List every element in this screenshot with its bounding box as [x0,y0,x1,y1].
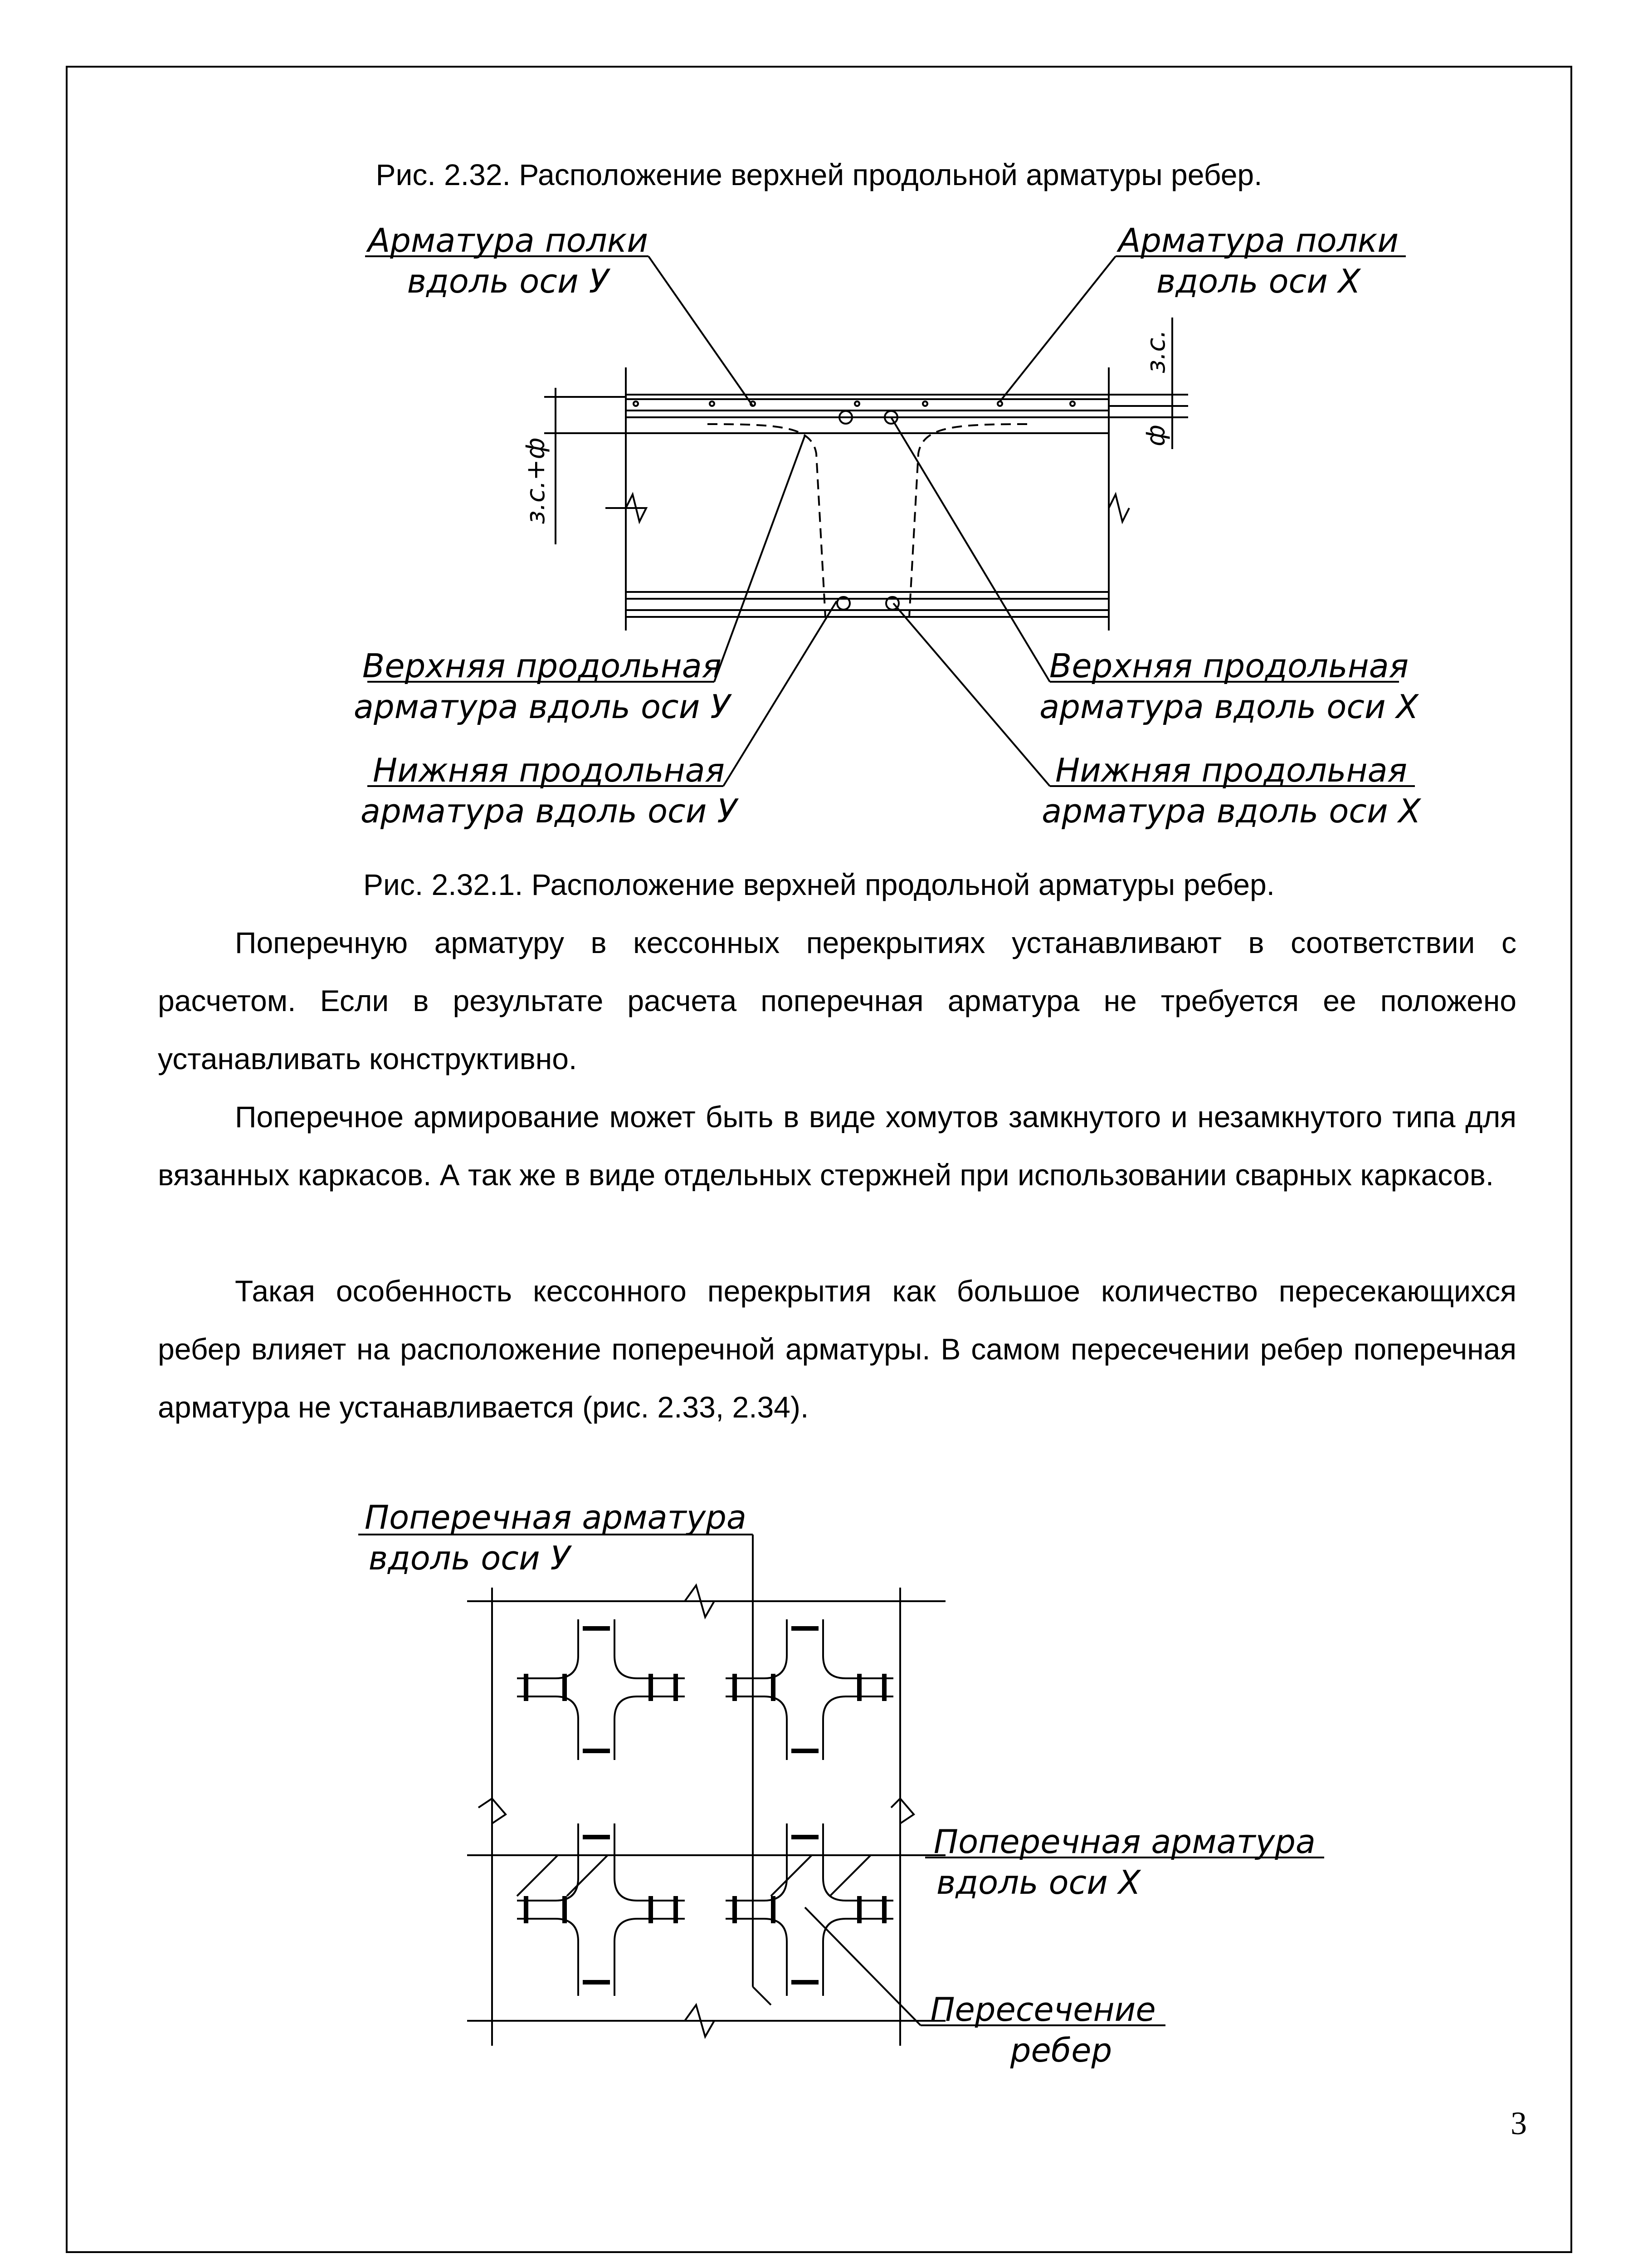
rib-section-drawing [0,0,1638,862]
transverse-y-axis-label: вдоль оси У [368,1539,570,1577]
body-paragraph-1: Поперечную арматуру в кессонных перекрытиях устанавливают в соответствии с расчетом. Если в результате расчета поперечная арматура не требуется ее положено устанавливать конструктивно. [158,926,1516,1075]
transverse-x-label: Поперечная арматура [933,1823,1316,1861]
transverse-y-label: Поперечная арматура [364,1498,747,1536]
lower-x-axis-label: арматура вдоль оси Х [1042,792,1421,830]
transverse-x-axis-label: вдоль оси Х [936,1863,1141,1901]
flange-x-label: Арматура полки [1118,221,1399,259]
upper-x-axis-label: арматура вдоль оси Х [1039,688,1419,726]
upper-y-axis-label: арматура вдоль оси У [353,688,731,726]
dimension-diameter: ф [1141,425,1171,446]
page-number: 3 [1511,2105,1527,2141]
flange-y-axis-label: вдоль оси У [407,262,609,300]
rib-intersection-plan-drawing [0,1452,1638,2132]
dimension-cover-plus-diameter: з.с.+ф [521,437,551,524]
upper-x-label: Верхняя продольная [1049,647,1409,685]
rib-intersection-label: Пересечение [930,1990,1156,2028]
upper-y-label: Верхняя продольная [362,647,722,685]
body-paragraph-3: Такая особенность кессонного перекрытия как большое количество пересекающихся ребер влияет на расположение поперечной арматуры. В самом пересечении ребер поперечная арматура не устанавливается (рис. 2.33, 2.34). [158,1274,1516,1424]
figure-caption-2: Рис. 2.32.1. Расположение верхней продольной арматуры ребер. [363,868,1275,901]
flange-x-axis-label: вдоль оси Х [1156,262,1361,300]
lower-x-label: Нижняя продольная [1055,751,1408,789]
figure-caption: Рис. 2.32. Расположение верхней продольной арматуры ребер. [375,158,1263,191]
lower-y-axis-label: арматура вдоль оси У [360,792,737,830]
dimension-cover: з.с. [1141,329,1171,374]
flange-y-label: Арматура полки [367,221,648,259]
rib-intersection-label-2: ребер [1010,2031,1112,2069]
lower-y-label: Нижняя продольная [372,751,725,789]
body-paragraph-2: Поперечное армирование может быть в виде хомутов замкнутого и незамкнутого типа для вязанных каркасов. А так же в виде отдельных стержней при использовании сварных каркасов. [158,1100,1516,1192]
